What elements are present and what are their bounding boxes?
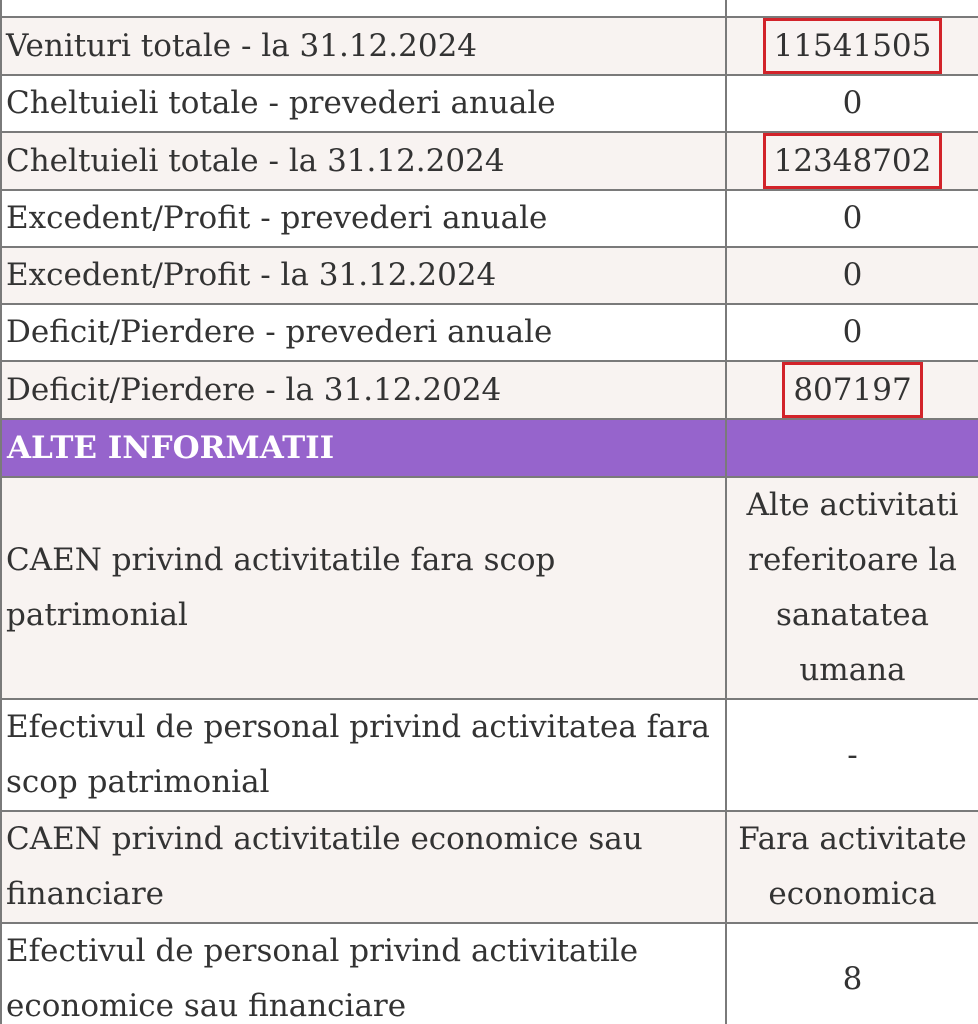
row-label: Deficit/Pierdere - la 31.12.2024	[1, 361, 726, 419]
table-row-deficit-realizat	[1, 361, 978, 419]
row-label: Cheltuieli totale - la 31.12.2024	[1, 132, 726, 190]
table-row-efectiv-fara-scop	[1, 699, 978, 811]
table-row-caen-fara-scop	[1, 477, 978, 699]
highlighted-value: 11541505	[763, 18, 943, 74]
row-value: 0	[726, 304, 978, 361]
section-header-empty-cell	[726, 419, 978, 477]
row-value	[726, 17, 978, 75]
table-row-excedent-realizat	[1, 247, 978, 304]
highlighted-value: 807197	[782, 362, 922, 418]
row-label	[1, 0, 726, 17]
row-value: 0	[726, 75, 978, 132]
row-value	[726, 132, 978, 190]
row-label: Efectivul de personal privind activitatea fara scop patrimonial	[1, 699, 726, 811]
row-label: CAEN privind activitatile economice sau financiare	[1, 811, 726, 923]
row-value: 0	[726, 190, 978, 247]
row-value	[726, 361, 978, 419]
row-value: -	[726, 699, 978, 811]
row-value	[726, 0, 978, 17]
table-row-cheltuieli-prevederi	[1, 75, 978, 132]
row-value: Alte activitati referitoare la sanatatea umana	[726, 477, 978, 699]
table-row-caen-economice	[1, 811, 978, 923]
table-row-deficit-prevederi	[1, 304, 978, 361]
row-value: Fara activitate economica	[726, 811, 978, 923]
section-header-row	[1, 419, 978, 477]
row-label: Excedent/Profit - la 31.12.2024	[1, 247, 726, 304]
table-row-cut-off	[1, 0, 978, 17]
table-row-cheltuieli-totale	[1, 132, 978, 190]
row-label: Cheltuieli totale - prevederi anuale	[1, 75, 726, 132]
row-label: Venituri totale - la 31.12.2024	[1, 17, 726, 75]
highlighted-value: 12348702	[763, 133, 943, 189]
row-label: Efectivul de personal privind activitatile economice sau financiare	[1, 923, 726, 1024]
table-row-venituri-totale	[1, 17, 978, 75]
table-row-excedent-prevederi	[1, 190, 978, 247]
section-title: ALTE INFORMATII	[1, 419, 726, 477]
table-row-efectiv-economice	[1, 923, 978, 1024]
row-value: 0	[726, 247, 978, 304]
row-label: Deficit/Pierdere - prevederi anuale	[1, 304, 726, 361]
row-label: Excedent/Profit - prevederi anuale	[1, 190, 726, 247]
row-label: CAEN privind activitatile fara scop patrimonial	[1, 477, 726, 699]
row-value: 8	[726, 923, 978, 1024]
